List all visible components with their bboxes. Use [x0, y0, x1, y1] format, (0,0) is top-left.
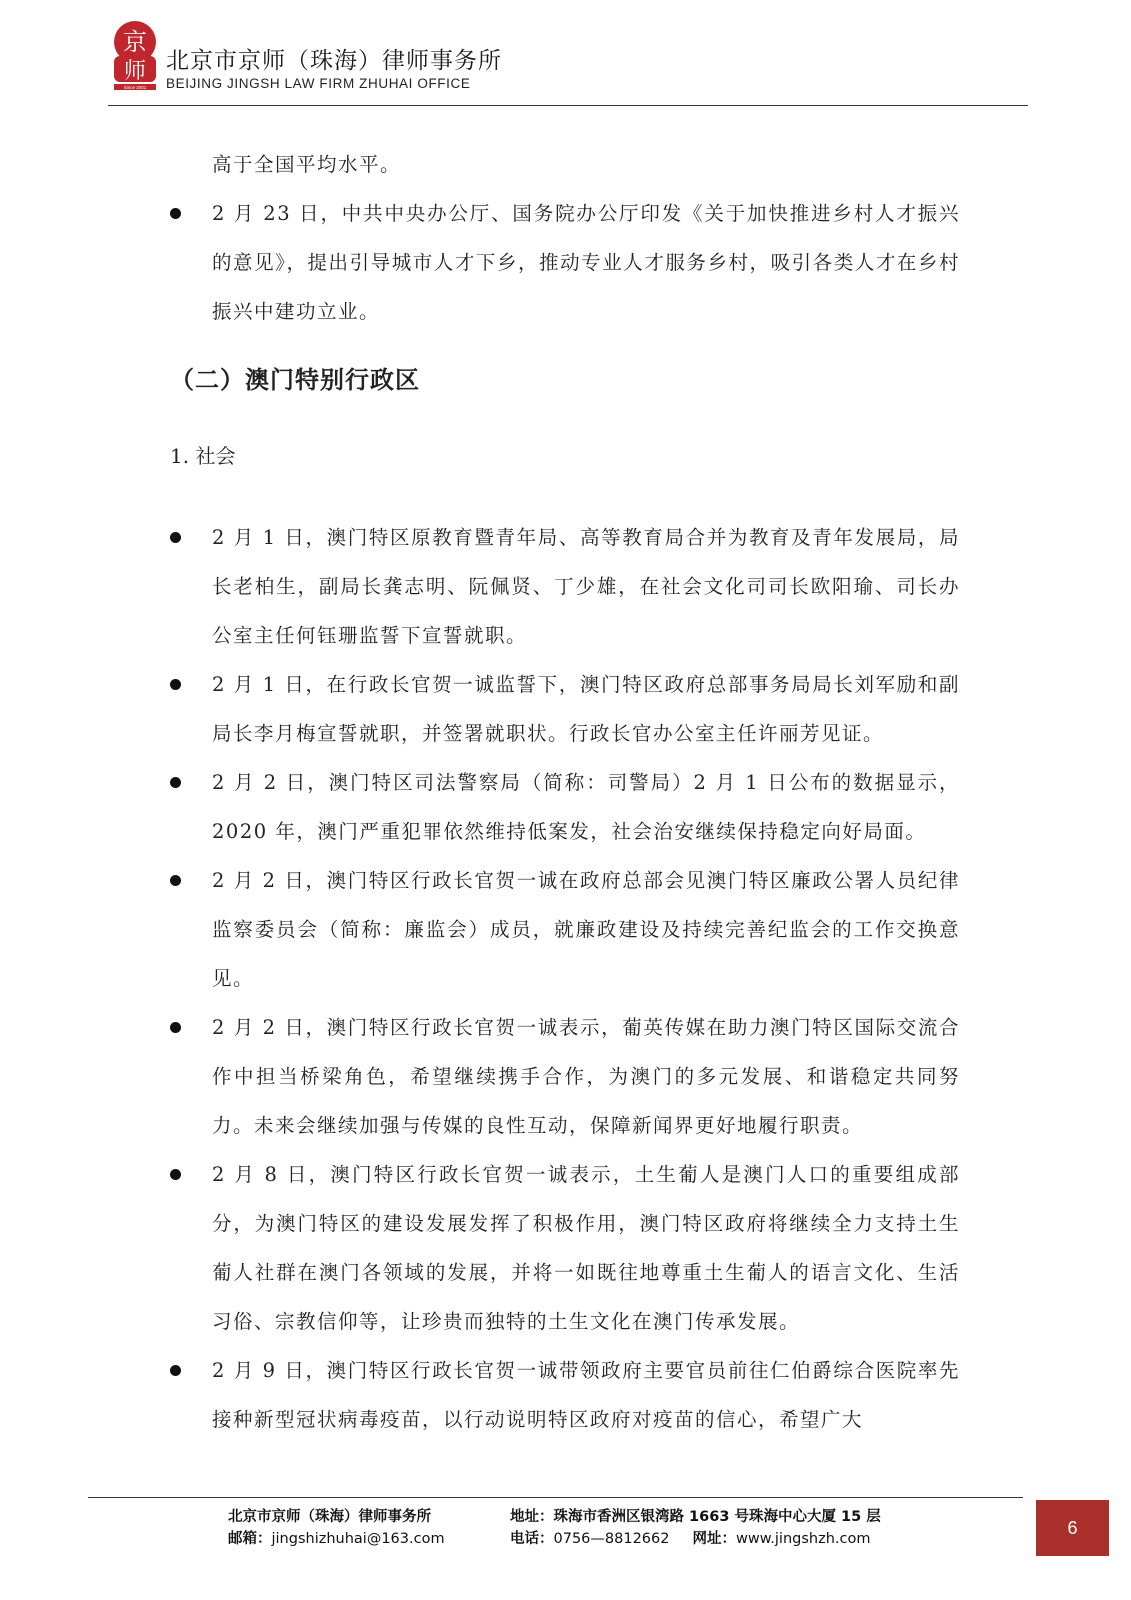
- section-title: （二）澳门特别行政区: [170, 365, 420, 394]
- bullet-item: [170, 758, 960, 856]
- bullet-dot-icon: [170, 1169, 181, 1180]
- footer-right: [510, 1506, 881, 1550]
- firm-name-en: BEIJING JINGSH LAW FIRM ZHUHAI OFFICE: [166, 76, 471, 91]
- footer-left: [228, 1506, 445, 1550]
- footer-phone-label: 电话：: [510, 1531, 554, 1547]
- page-header: [108, 20, 1028, 106]
- bullet-text: 2 月 23 日，中共中央办公厅、国务院办公厅印发《关于加快推进乡村人才振兴的意见》，提出引导城市人才下乡，推动专业人才服务乡村，吸引各类人才在乡村振兴中建功立业。: [212, 202, 960, 323]
- bullet-dot-icon: [170, 1022, 181, 1033]
- bullet-text: 2 月 9 日，澳门特区行政长官贺一诚带领政府主要官员前往仁伯爵综合医院率先接种新型冠状病毒疫苗，以行动说明特区政府对疫苗的信心，希望广大: [212, 1359, 960, 1431]
- bullet-item: [170, 1150, 960, 1346]
- bullet-item: [170, 660, 960, 758]
- continued-paragraph: 高于全国平均水平。: [212, 153, 402, 176]
- header-divider: [108, 105, 1028, 106]
- bullet-item: [170, 1346, 960, 1444]
- footer-firm-name: 北京市京师（珠海）律师事务所: [228, 1509, 431, 1525]
- bullet-dot-icon: [170, 679, 181, 690]
- svg-text:京: 京: [123, 28, 147, 56]
- footer-web-label: 网址：: [692, 1531, 737, 1547]
- footer-phone: 0756—8812662: [553, 1531, 670, 1547]
- bullet-dot-icon: [170, 875, 181, 886]
- bullet-text: 2 月 1 日，澳门特区原教育暨青年局、高等教育局合并为教育及青年发展局，局长老柏生，副局长龚志明、阮佩贤、丁少雄，在社会文化司司长欧阳瑜、司长办公室主任何钰珊监誓下宣誓就职。: [212, 526, 960, 647]
- firm-logo: [110, 20, 160, 92]
- bullet-dot-icon: [170, 532, 181, 543]
- footer-address-label: 地址：: [510, 1509, 554, 1525]
- bullet-text: 2 月 2 日，澳门特区行政长官贺一诚表示，葡英传媒在助力澳门特区国际交流合作中担当桥梁角色，希望继续携手合作，为澳门的多元发展、和谐稳定共同努力。未来会继续加强与传媒的良性互动，保障新闻界更好地履行职责。: [212, 1016, 960, 1137]
- footer-divider: [88, 1497, 1023, 1498]
- bullet-item: [170, 856, 960, 1003]
- bullet-text: 2 月 2 日，澳门特区司法警察局（简称：司警局）2 月 1 日公布的数据显示，2020 年，澳门严重犯罪依然维持低案发，社会治安继续保持稳定向好局面。: [212, 771, 960, 843]
- bullet-item-rural-talent: [170, 189, 960, 336]
- svg-text:师: 师: [123, 59, 147, 84]
- page-number: 6: [1036, 1500, 1109, 1556]
- footer-email[interactable]: jingshizhuhai@163.com: [271, 1531, 445, 1547]
- bullet-item: [170, 513, 960, 660]
- bullet-text: 2 月 1 日，在行政长官贺一诚监誓下，澳门特区政府总部事务局局长刘军励和副局长李月梅宣誓就职，并签署就职状。行政长官办公室主任许丽芳见证。: [212, 673, 960, 745]
- firm-name-cn: 北京市京师（珠海）律师事务所: [166, 48, 502, 74]
- document-body: [170, 140, 960, 1444]
- bullet-text: 2 月 2 日，澳门特区行政长官贺一诚在政府总部会见澳门特区廉政公署人员纪律监察委员会（简称：廉监会）成员，就廉政建设及持续完善纪监会的工作交换意见。: [212, 869, 960, 990]
- subsection-title: 1. 社会: [170, 444, 236, 468]
- bullet-dot-icon: [170, 777, 181, 788]
- bullet-dot-icon: [170, 1365, 181, 1376]
- footer-email-label: 邮箱：: [228, 1531, 272, 1547]
- bullet-dot-icon: [170, 208, 181, 219]
- bullet-text: 2 月 8 日，澳门特区行政长官贺一诚表示，土生葡人是澳门人口的重要组成部分，为澳门特区的建设发展发挥了积极作用，澳门特区政府将继续全力支持土生葡人社群在澳门各领域的发展，并将一如既往地尊重土生葡人的语言文化、生活习俗、宗教信仰等，让珍贵而独特的土生文化在澳门传承发展。: [212, 1163, 960, 1333]
- footer-address: 珠海市香洲区银湾路 1663 号珠海中心大厦 15 层: [553, 1509, 881, 1525]
- bullet-item: [170, 1003, 960, 1150]
- svg-text:Since 2001: Since 2001: [123, 85, 147, 90]
- footer-website[interactable]: www.jingshzh.com: [736, 1531, 871, 1547]
